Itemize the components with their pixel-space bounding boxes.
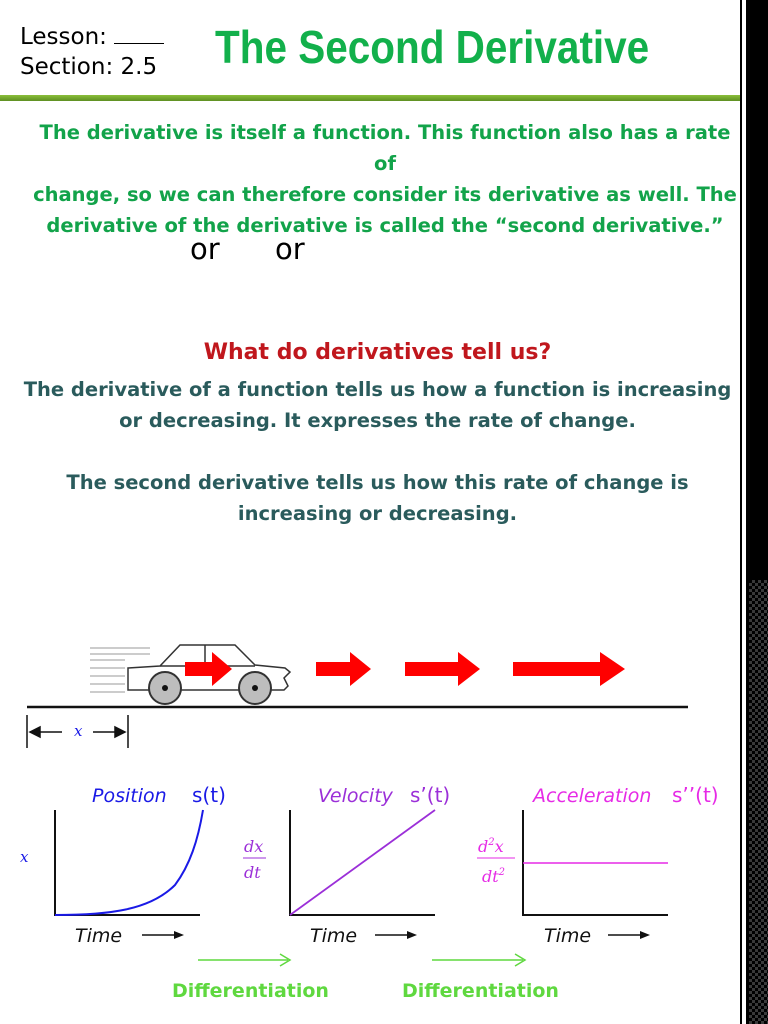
velocity-y-num: dx (244, 837, 264, 856)
acceleration-y-den: $dt^2$ (482, 867, 506, 886)
position-graph (20, 783, 226, 947)
differentiation-arrows (198, 954, 525, 966)
motion-arrow-2 (316, 652, 371, 686)
velocity-title: Velocity (318, 785, 393, 807)
car-wheel-rear (239, 672, 271, 704)
notation-or-1: or (190, 232, 220, 266)
lesson-label: Lesson: (20, 22, 164, 52)
second-derivative-explanation: The second derivative tells us how this rate of change is increasing or decreasing. (66, 471, 689, 525)
position-y-label: x (20, 848, 29, 866)
acceleration-function: s’’(t) (672, 783, 719, 807)
distance-label: x (74, 722, 83, 740)
motion-arrow-3 (405, 652, 480, 686)
motion-diagram (0, 620, 740, 1024)
velocity-line (290, 810, 435, 915)
acceleration-graph (477, 783, 719, 947)
decorative-side-border (740, 0, 768, 1024)
question-heading: What do derivatives tell us? (203, 340, 552, 365)
position-title: Position (92, 785, 167, 807)
velocity-function: s’(t) (410, 783, 451, 807)
intro-paragraph: The derivative is itself a function. This function also has a rate of change, so we can therefore consider its derivative as well. The derivative of the derivative is called the “second derivative.” (33, 121, 737, 237)
velocity-time-label: Time (310, 925, 358, 947)
derivative-explanation: The derivative of a function tells us how a function is increasing or decreasing. It expresses the rate of change. (23, 378, 732, 432)
position-time-label: Time (75, 925, 123, 947)
section-label: Section: 2.5 (20, 54, 158, 80)
velocity-y-den: dt (244, 863, 261, 882)
differentiation-label-1: Differentiation (172, 980, 329, 1002)
velocity-graph (243, 783, 450, 947)
notation-or-2: or (275, 232, 305, 266)
differentiation-label-2: Differentiation (402, 980, 559, 1002)
title-divider (0, 95, 740, 101)
position-curve (55, 810, 203, 915)
acceleration-title: Acceleration (533, 785, 652, 807)
lesson-blank-line (114, 25, 164, 44)
motion-arrow-4 (513, 652, 625, 686)
position-function: s(t) (192, 783, 226, 807)
acceleration-y-num: $d^2x$ (478, 837, 504, 856)
car-wheel-front (149, 672, 181, 704)
page-title: The Second Derivative (215, 21, 650, 73)
acceleration-time-label: Time (544, 925, 592, 947)
